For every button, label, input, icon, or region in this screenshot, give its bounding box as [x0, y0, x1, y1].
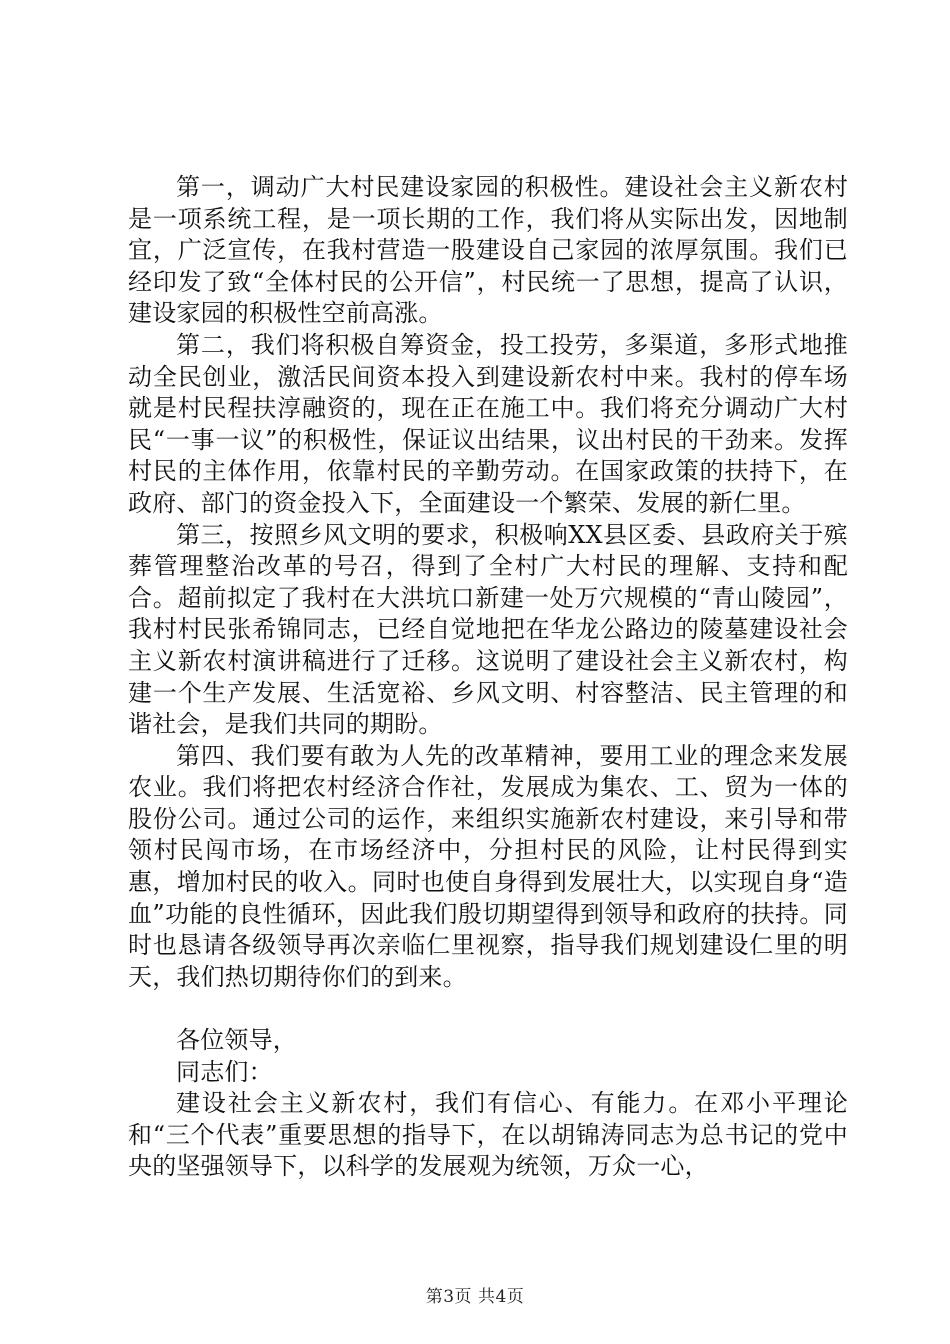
paragraph-closing: 建设社会主义新农村，我们有信心、有能力。在邓小平理论和“三个代表”重要思想的指导下，在以胡锦涛同志为总书记的党中央的坚强领导下，以科学的发展观为统领，万众一心， — [128, 1089, 848, 1181]
document-body — [128, 172, 848, 1183]
paragraph-gap — [128, 993, 848, 1025]
page-footer: 第3页 共4页 — [425, 1287, 525, 1307]
salutation-comrades: 同志们： — [176, 1057, 273, 1086]
paragraph-first: 第一，调动广大村民建设家园的积极性。建设社会主义新农村是一项系统工程，是一项长期的工作，我们将从实际出发，因地制宜，广泛宣传，在我村营造一股建设自己家园的浓厚氛围。我们已经印发了致“全体村民的公开信”，村民统一了思想，提高了认识，建设家园的积极性空前高涨。 — [128, 173, 848, 328]
salutation-leaders: 各位领导， — [176, 1026, 297, 1055]
paragraph-fourth: 第四、我们要有敢为人先的改革精神，要用工业的理念来发展农业。我们将把农村经济合作社，发展成为集农、工、贸为一体的股份公司。通过公司的运作，来组织实施新农村建设，来引导和带领村民闯市场，在市场经济中，分担村民的风险，让村民得到实惠，增加村民的收入。同时也使自身得到发展壮大，以实现自身“造血”功能的良性循环，因此我们殷切期望得到领导和政府的扶持。同时也恳请各级领导再次亲临仁里视察，指导我们规划建设仁里的明天，我们热切期待你们的到来。 — [128, 741, 848, 991]
paragraph-second: 第二，我们将积极自筹资金，投工投劳，多渠道，多形式地推动全民创业，激活民间资本投入到建设新农村中来。我村的停车场就是村民程扶淳融资的，现在正在施工中。我们将充分调动广大村民“一事一议”的积极性，保证议出结果，议出村民的干劲来。发挥村民的主体作用，依靠村民的辛勤劳动。在国家政策的扶持下，在政府、部门的资金投入下，全面建设一个繁荣、发展的新仁里。 — [128, 330, 848, 517]
paragraph-third: 第三，按照乡风文明的要求，积极响XX县区委、县政府关于殡葬管理整治改革的号召，得到了全村广大村民的理解、支持和配合。超前拟定了我村在大洪坑口新建一处万穴规模的“青山陵园”，我村村民张希锦同志，已经自觉地把在华龙公路边的陵墓建设社会主义新农村演讲稿进行了迁移。这说明了建设社会主义新农村，构建一个生产发展、生活宽裕、乡风文明、村容整洁、民主管理的和谐社会，是我们共同的期盼。 — [128, 520, 848, 739]
